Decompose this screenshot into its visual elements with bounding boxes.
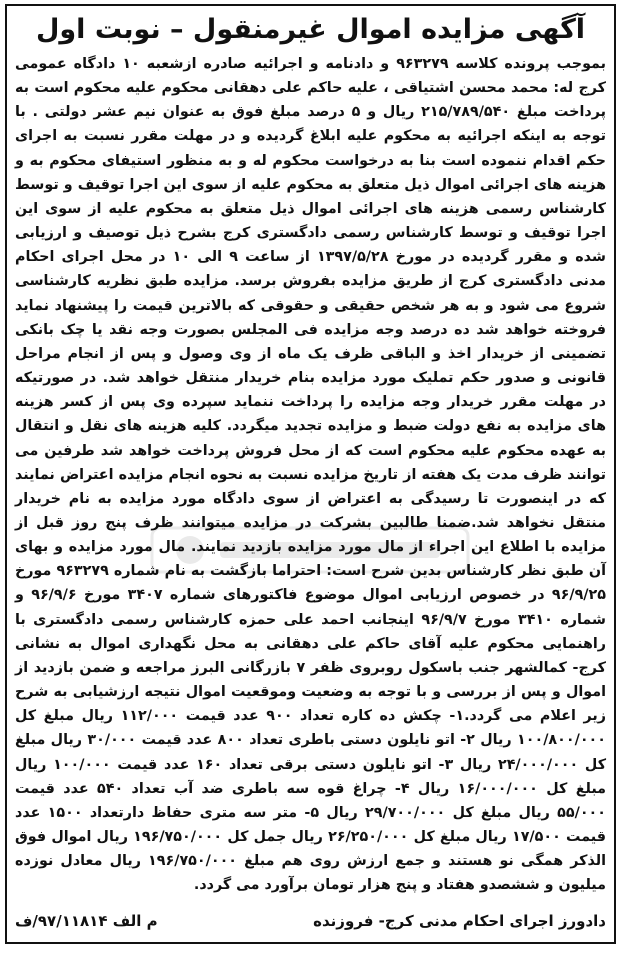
notice-footer [15,908,606,934]
issuer-signature: دادورز اجرای احکام مدنی کرج- فروزنده [313,912,606,930]
notice-title: آگهی مزایده اموال غیرمنقول – نوبت اول [35,14,586,45]
notice-frame [5,4,616,944]
reference-number: م الف ۹۷/۱۱۸۱۴/ف [15,912,158,930]
notice-body: بموجب پرونده کلاسه ۹۶۳۲۷۹ و دادنامه و اجرائیه صادره ازشعبه ۱۰ دادگاه عمومی کرج له: محمد محسن اشتیاقی ، علیه حاکم علی دهقانی محکوم علیه محکوم است به پرداخت مبلغ ۲۱۵/۷۸۹/۵۴۰ ریال و ۵ درصد مبلغ فوق به عنوان نیم عشر دولتی . با توجه به اینکه اجرائیه به محکوم علیه ابلاغ گردیده و در مهلت مقرر نسبت به اجرای حکم اقدام ننموده است بنا به درخواست محکوم له و به منظور استیفای محکوم به و هزینه های اجرائی اموال ذیل متعلق به محکوم علیه از سوی این اجرا توقیف و توسط کارشناس رسمی هزینه های اجرائی اموال ذیل متعلق به محکوم علیه از سوی این اجرا توقیف و توسط کارشناس رسمی دادگستری کرج بشرح ذیل توصیف و ارزیابی شده و مقرر گردیده در مورخ ۱۳۹۷/۵/۲۸ از ساعت ۹ الی ۱۰ در محل اجرای احکام مدنی دادگستری کرج از طریق مزایده بفروش برسد. مزایده طبق نظریه کارشناسی شروع می شود و به هر شخص حقیقی و حقوقی که بالاترین قیمت را پیشنهاد نماید فروخته خواهد شد ده درصد وجه مزایده فی المجلس بصورت وجه نقد یا چک بانکی تضمینی از خریدار اخذ و الباقی ظرف یک ماه از وی وصول و پس از انجام مراحل قانونی و صدور حکم تملیک مورد مزایده بنام خریدار منتقل خواهد شد. در صورتیکه در مهلت مقرر خریدار وجه مزایده را پرداخت ننماید سپرده وی پس از کسر هزینه های مزایده به نفع دولت ضبط و مزایده تجدید میگردد. کلیه هزینه های نقل و انتقال به عهده محکوم علیه محکوم است که از محل فروش پرداخت خواهد شد طرفین می توانند ظرف مدت یک هفته از تاریخ مزایده نسبت به نحوه انجام مزایده اعتراض نمایند که در اینصورت تا رسیدگی به اعتراض از سوی دادگاه مورد مزایده به نام خریدار منتقل نخواهد شد.ضمنا طالبین بشرکت در مزایده میتوانند ظرف پنج روز قبل از مزایده با اطلاع این اجراء از مال مورد مزایده بازدید نمایند. مال مورد مزایده و بهای آن طبق نظر کارشناس بدین شرح است: احتراما بازگشت به نام شماره ۹۶۳۲۷۹ مورخ ۹۶/۹/۲۵ در خصوص ارزیابی اموال موضوع فاکتورهای شماره ۳۴۰۷ مورخ ۹۶/۹/۶ و شماره ۳۴۱۰ مورخ ۹۶/۹/۷ اینجانب احمد علی حمزه کارشناس رسمی دادگستری با راهنمایی محکوم علیه آقای حاکم علی دهقانی به محل نگهداری اموال به نشانی کرج- کمالشهر جنب باسکول روبروی ظفر ۷ بازرگانی البرز مراجعه و ضمن بازدید از اموال و پس از بررسی و با توجه به وضعیت وموقعیت اموال نتیجه ارزشیابی به شرح زیر اعلام می گردد.۱- چکش ده کاره تعداد ۹۰۰ عدد قیمت ۱۱۲/۰۰۰ ریال مبلغ کل ۱۰۰/۸۰۰/۰۰۰ ریال ۲- اتو نایلون دستی باطری تعداد ۸۰۰ عدد قیمت ۳۰/۰۰۰ ریال مبلغ کل ۲۴/۰۰۰/۰۰۰ ریال ۳- اتو نایلون دستی برقی تعداد ۱۶۰ عدد قیمت ۱۰۰/۰۰۰ ریال مبلغ کل ۱۶/۰۰۰/۰۰۰ ریال ۴- چراغ قوه سه باطری ضد آب تعداد ۵۴۰ عدد قیمت ۵۵/۰۰۰ ریال مبلغ کل ۲۹/۷۰۰/۰۰۰ ریال ۵- متر سه متری حفاظ دارتعداد ۱۵۰۰ عدد قیمت ۱۷/۵۰۰ ریال مبلغ کل ۲۶/۲۵۰/۰۰۰ ریال جمل کل ۱۹۶/۷۵۰/۰۰۰ ریال اموال فوق الذکر همگی نو هستند و جمع ارزش روی هم مبلغ ۱۹۶/۷۵۰/۰۰۰ ریال معادل نوزده میلیون و ششصدو هفتاد و پنج هزار تومان برآورد می گردد. [15,56,607,894]
